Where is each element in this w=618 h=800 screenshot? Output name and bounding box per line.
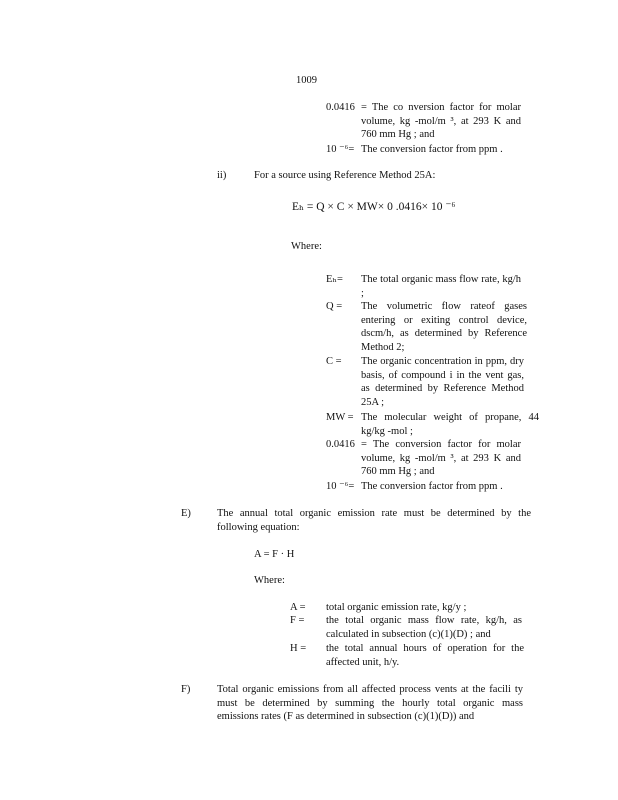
item-text: The annual total organic emission rate must be determined by the following equation: [217,508,531,533]
definition-term: MW = [326,412,354,423]
where-label: Where: [254,575,285,586]
definition-text: = The co nversion factor for molar volume, kg -mol/m ³, at 293 K and 760 mm Hg ; and [361,102,521,140]
definition-term: H = [290,643,307,654]
equation: Eₕ = Q × C × MW× 0 .0416× 10 ⁻⁶ [292,201,456,213]
definition-term: A = [290,602,306,613]
definition-term: F = [290,615,305,626]
definition-text: the total organic mass flow rate, kg/h, as calculated in subsection (c)(1)(D) ; and [326,615,522,640]
definition-text: The molecular weight of propane, 44 kg/kg -mol ; [361,412,539,437]
definition-term: C = [326,356,342,367]
definition-text: The conversion factor from ppm . [361,144,503,155]
definition-text: = The conversion factor for molar volume, kg -mol/m ³, at 293 K and 760 mm Hg ; and [361,439,521,477]
definition-term: 10 ⁻⁶= [326,144,355,155]
definition-text: the total annual hours of operation for the affected unit, h/y. [326,643,524,668]
item-label: F) [181,684,191,695]
item-label: ii) [217,170,227,181]
page-number: 1009 [296,75,317,86]
item-label: E) [181,508,191,519]
where-label: Where: [291,241,322,252]
equation: A = F · H [254,549,295,560]
definition-text: The total organic mass flow rate, kg/h ; [361,274,521,299]
definition-text: total organic emission rate, kg/y ; [326,602,467,613]
definition-text: The volumetric flow rateof gases entering or exiting control device, dscm/h, as determined by Reference Method 2; [361,301,527,353]
definition-term: Q = [326,301,343,312]
definition-term: 0.0416 [326,439,355,450]
definition-term: 10 ⁻⁶= [326,481,355,492]
definition-term: Eₕ= [326,274,343,285]
definition-text: The conversion factor from ppm . [361,481,503,492]
item-text: Total organic emissions from all affected process vents at the facili ty must be determined by summing the hourly total organic mass emissions rates (F as determined in subsection (c)(1)(D)) and [217,684,523,722]
definition-text: The organic concentration in ppm, dry basis, of compound i in the vent gas, as determined by Reference Method 25A ; [361,356,524,408]
definition-term: 0.0416 [326,102,355,113]
item-text: For a source using Reference Method 25A: [254,170,436,181]
